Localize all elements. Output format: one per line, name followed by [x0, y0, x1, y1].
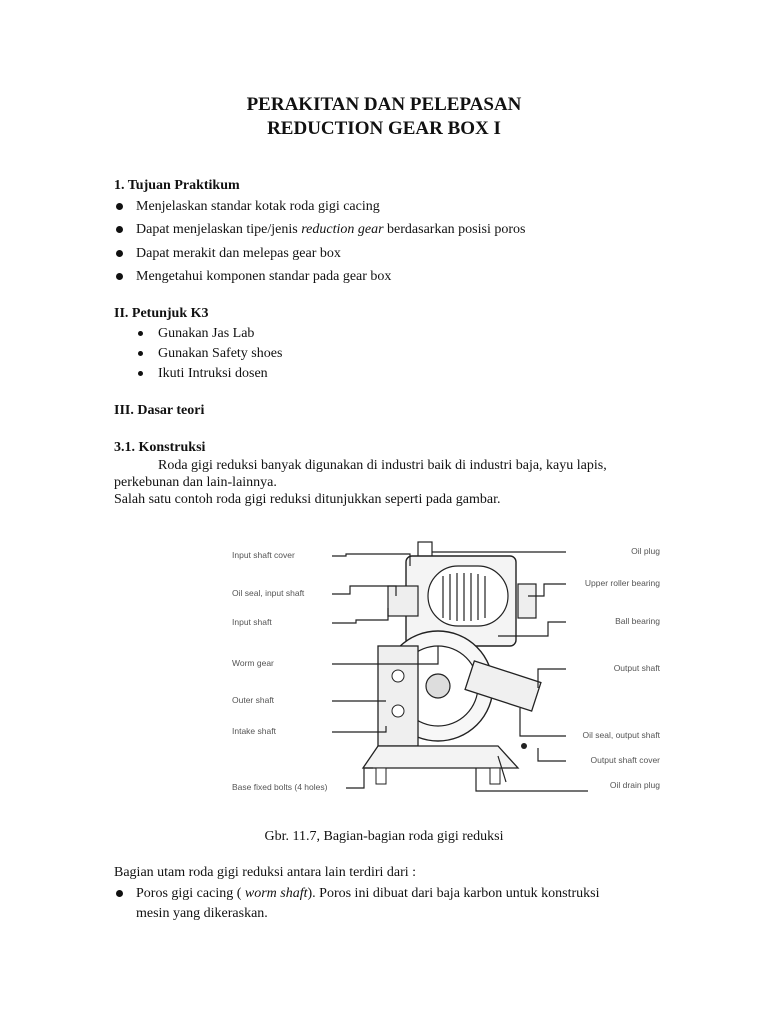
gearbox-illustration: [363, 542, 541, 784]
document-title-line1: PERAKITAN DAN PELEPASAN: [246, 94, 522, 115]
section-heading-tujuan: 1. Tujuan Praktikum: [114, 178, 240, 193]
section-heading-k3: II. Petunjuk K3: [114, 306, 209, 321]
list-item: Menjelaskan standar kotak roda gigi cacing: [136, 199, 380, 214]
figure-label: Input shaft cover: [232, 550, 295, 560]
bullet-icon: [138, 371, 143, 376]
list-item: [136, 886, 600, 902]
bullet-icon: [138, 351, 143, 356]
paragraph-line: Roda gigi reduksi banyak digunakan di industri baik di industri baja, kayu lapis,: [158, 458, 607, 473]
list-item: Ikuti Intruksi dosen: [158, 366, 268, 381]
list-item-emphasis: reduction gear: [301, 222, 384, 237]
list-item-text-post: ). Poros ini dibuat dari baja karbon untuk konstruksi: [307, 886, 600, 901]
list-item: Dapat merakit dan melepas gear box: [136, 246, 341, 261]
list-item: Gunakan Jas Lab: [158, 326, 255, 341]
bullet-icon: [116, 226, 123, 233]
figure-label: Oil seal, output shaft: [582, 730, 660, 740]
figure-label: Oil drain plug: [609, 780, 660, 790]
gearbox-diagram: [228, 536, 664, 808]
document-title-line2: REDUCTION GEAR BOX I: [267, 118, 501, 139]
figure-label: Oil seal, input shaft: [232, 588, 305, 598]
paragraph-line: Salah satu contoh roda gigi reduksi ditunjukkan seperti pada gambar.: [114, 492, 501, 507]
figure-label: Output shaft: [613, 663, 660, 673]
figure-label: Input shaft: [232, 617, 272, 627]
figure-caption: Gbr. 11.7, Bagian-bagian roda gigi reduksi: [264, 829, 504, 844]
list-item-emphasis: worm shaft: [244, 886, 308, 901]
list-item-continuation: mesin yang dikeraskan.: [136, 906, 268, 921]
paragraph-line: Bagian utam roda gigi reduksi antara lain terdiri dari :: [114, 865, 417, 880]
bullet-icon: [116, 203, 123, 210]
list-item: Gunakan Safety shoes: [158, 346, 283, 361]
figure-label: Ball bearing: [615, 616, 660, 626]
bullet-icon: [116, 273, 123, 280]
figure-label: Outer shaft: [232, 695, 275, 705]
bullet-icon: [138, 331, 143, 336]
figure-label: Worm gear: [232, 658, 274, 668]
gearbox-figure: [228, 536, 664, 808]
list-item: Mengetahui komponen standar pada gear box: [136, 269, 392, 284]
section-heading-dasar-teori: III. Dasar teori: [114, 403, 205, 418]
list-item-text-pre: Poros gigi cacing (: [136, 886, 245, 901]
bullet-icon: [116, 890, 123, 897]
sub-heading-konstruksi: 3.1. Konstruksi: [114, 440, 206, 455]
paragraph-line: perkebunan dan lain-lainnya.: [114, 475, 277, 490]
list-item: [136, 222, 525, 238]
figure-label: Base fixed bolts (4 holes): [232, 782, 328, 792]
bullet-icon: [116, 250, 123, 257]
figure-label: Intake shaft: [232, 726, 276, 736]
list-item-text-post: berdasarkan posisi poros: [383, 222, 526, 237]
list-item-text-pre: Dapat menjelaskan tipe/jenis: [136, 222, 302, 237]
figure-label: Upper roller bearing: [584, 578, 660, 588]
figure-label: Output shaft cover: [590, 755, 660, 765]
figure-label: Oil plug: [631, 546, 660, 556]
